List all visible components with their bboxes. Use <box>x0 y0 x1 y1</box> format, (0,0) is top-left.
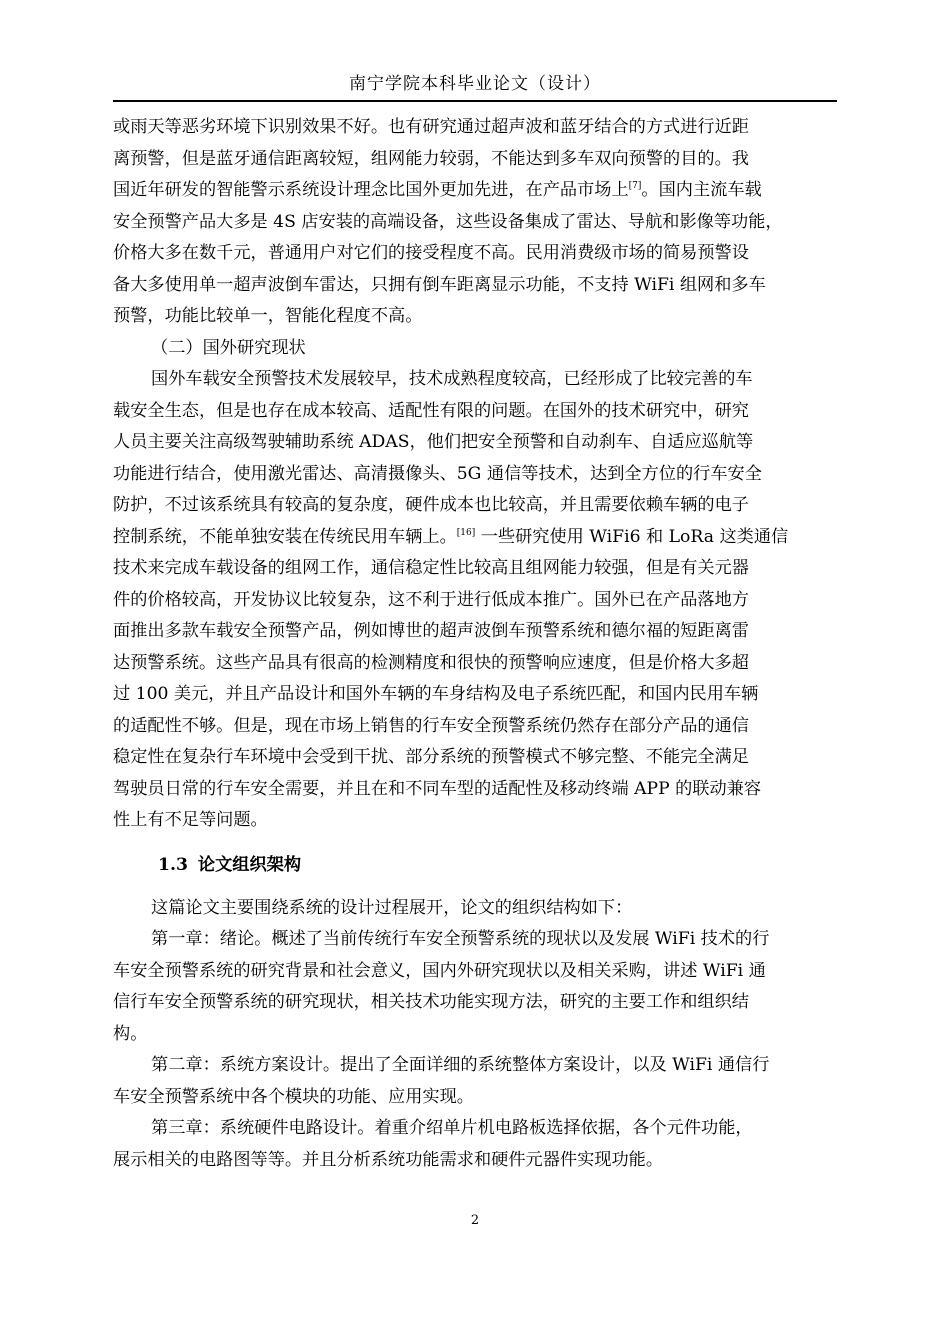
text-line: 车安全预警系统中各个模块的功能、应用实现。 <box>113 1086 474 1107</box>
text-line: 车安全预警系统的研究背景和社会意义，国内外研究现状以及相关采购，讲述 WiFi 通 <box>113 960 766 981</box>
text-line: 驾驶员日常的行车安全需要，并且在和不同车型的适配性及移动终端 APP 的联动兼容 <box>113 778 762 799</box>
text-line: 的适配性不够。但是，现在市场上销售的行车安全预警系统仍然存在部分产品的通信 <box>113 715 749 736</box>
text-line <box>113 522 837 554</box>
text-line: 人员主要关注高级驾驶辅助系统 ADAS，他们把安全预警和自动刹车、自适应巡航等 <box>113 432 754 452</box>
text-line: 面推出多款车载安全预警产品，例如博世的超声波倒车预警系统和德尔福的短距离雷 <box>113 621 749 641</box>
paragraph-chapter-one <box>113 924 837 1050</box>
text-line: 或雨天等恶劣环境下识别效果不好。也有研究通过超声波和蓝牙结合的方式进行近距 <box>113 117 749 137</box>
text-line: 件的价格较高，开发协议比较复杂，这不利于进行低成本推广。国外已在产品落地方 <box>113 589 749 610</box>
text-line: 载安全生态，但是也存在成本较高、适配性有限的问题。在国外的技术研究中，研究 <box>113 400 749 421</box>
subheading-foreign-research: （二）国外研究现状 <box>151 337 306 358</box>
text-line: 性上有不足等问题。 <box>113 810 268 830</box>
text-line: 稳定性在复杂行车环境中会受到干扰、部分系统的预警模式不够完整、不能完全满足 <box>113 747 749 767</box>
citation-ref: [7] <box>628 181 642 191</box>
text-line: 展示相关的电路图等等。并且分析系统功能需求和硬件元器件实现功能。 <box>113 1149 664 1170</box>
text-line: 第二章：系统方案设计。提出了全面详细的系统整体方案设计，以及 WiFi 通信行 <box>151 1055 770 1075</box>
text-line: 第三章：系统硬件电路设计。着重介绍单片机电路板选择依据，各个元件功能， <box>151 1118 753 1138</box>
text-line <box>113 175 837 207</box>
text-line: 防护，不过该系统具有较高的复杂度，硬件成本也比较高，并且需要依赖车辆的电子 <box>113 495 749 515</box>
page-header: 南宁学院本科毕业论文（设计） <box>349 74 601 94</box>
text-line: 第一章：绪论。概述了当前传统行车安全预警系统的现状以及发展 WiFi 技术的行 <box>151 929 770 949</box>
citation-ref: [16] <box>456 527 476 538</box>
text-segment: 一些研究使用 WiFi6 和 LoRa 这类通信 <box>475 526 789 547</box>
header-rule <box>113 100 837 102</box>
section-title: 论文组织架构 <box>197 854 302 875</box>
text-line: 过 100 美元，并且产品设计和国外车辆的车身结构及电子系统匹配，和国内民用车辆 <box>113 684 759 704</box>
text-line: 构。 <box>113 1023 148 1044</box>
text-line: 技术来完成车载设备的组网工作，通信稳定性比较高且组网能力较强，但是有关元器 <box>113 558 749 578</box>
paragraph-chapter-three <box>113 1113 837 1176</box>
text-line: 信行车安全预警系统的研究现状，相关技术功能实现方法，研究的主要工作和组织结 <box>113 992 749 1012</box>
paragraph-chapter-two <box>113 1050 837 1113</box>
text-segment: 。国内主流车载 <box>641 180 762 200</box>
paragraph-foreign-research <box>113 364 837 837</box>
text-line: 离预警，但是蓝牙通信距离较短，组网能力较弱，不能达到多车双向预警的目的。我 <box>113 148 749 169</box>
text-segment: 控制系统，不能单独安装在传统民用车辆上。 <box>113 526 457 547</box>
text-line: 价格大多在数千元，普通用户对它们的接受程度不高。民用消费级市场的简易预警设 <box>113 243 749 263</box>
text-line: 安全预警产品大多是 4S 店安装的高端设备，这些设备集成了雷达、导航和影像等功能， <box>113 211 783 232</box>
section-heading-1-3 <box>113 837 837 879</box>
paragraph-domestic-continued <box>113 112 837 333</box>
section-number: 1.3 <box>158 854 188 875</box>
text-line: 预警，功能比较单一，智能化程度不高。 <box>113 306 423 326</box>
body-text <box>113 112 837 1176</box>
text-line: 国外车载安全预警技术发展较早，技术成熟程度较高，已经形成了比较完善的车 <box>151 369 753 389</box>
text-line: 达预警系统。这些产品具有很高的检测精度和很快的预警响应速度，但是价格大多超 <box>113 652 749 673</box>
paragraph-organization-intro: 这篇论文主要围绕系统的设计过程展开，论文的组织结构如下： <box>151 897 633 918</box>
page-number: 2 <box>470 1213 480 1228</box>
text-line: 功能进行结合，使用激光雷达、高清摄像头、5G 通信等技术，达到全方位的行车安全 <box>113 463 762 484</box>
text-segment: 国近年研发的智能警示系统设计理念比国外更加先进，在产品市场上 <box>113 180 629 200</box>
text-line: 备大多使用单一超声波倒车雷达，只拥有倒车距离显示功能，不支持 WiFi 组网和多车 <box>113 274 766 295</box>
